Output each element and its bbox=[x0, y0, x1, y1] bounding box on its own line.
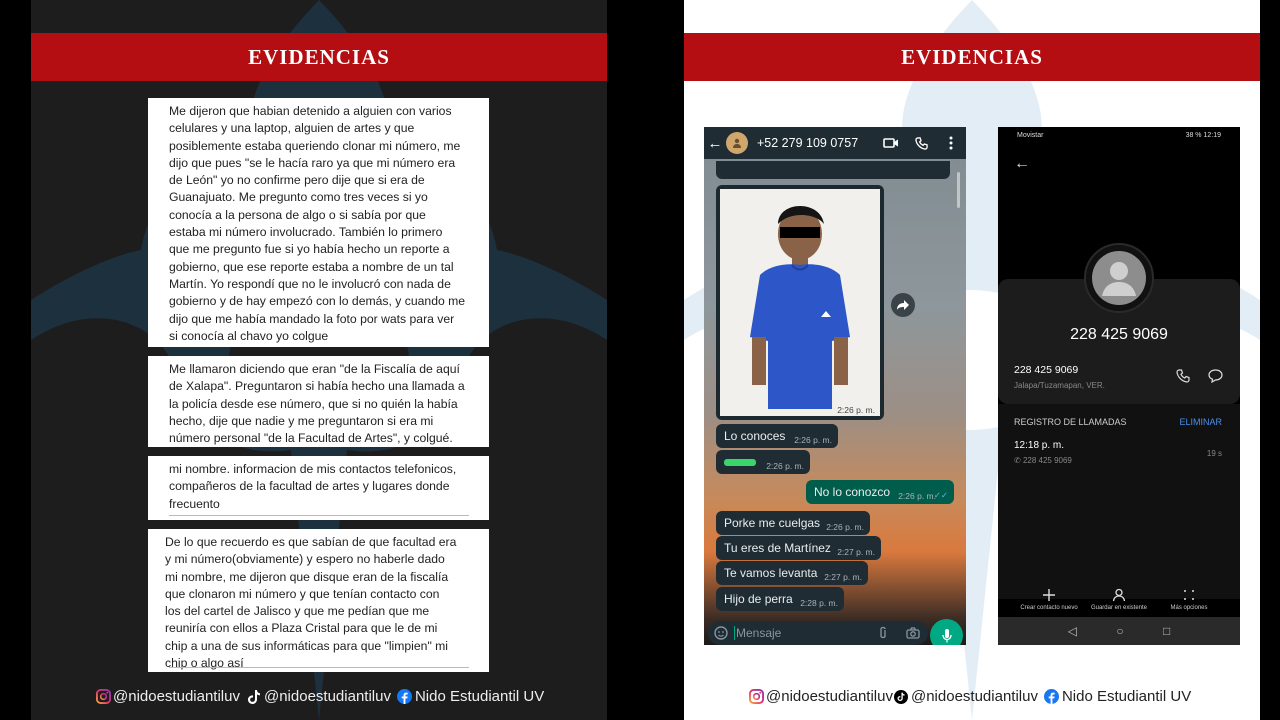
facebook-page-name[interactable]: Nido Estudiantil UV bbox=[1061, 688, 1192, 705]
note-line: gobierno, que ese reporte estaba a nombre de un tal bbox=[169, 259, 454, 274]
incoming-call-icon: ✆ bbox=[1014, 456, 1021, 465]
redacted-text bbox=[724, 459, 756, 466]
message-time: 2:27 p. m. bbox=[824, 572, 862, 582]
whatsapp-chat-screenshot bbox=[704, 127, 966, 645]
system-nav-bar bbox=[998, 617, 1240, 645]
camera-icon[interactable] bbox=[898, 627, 928, 639]
message-icon[interactable] bbox=[1208, 369, 1223, 388]
message-text: Te vamos levanta bbox=[724, 566, 818, 580]
back-arrow-icon[interactable]: ← bbox=[707, 134, 723, 152]
note-line: chip a una de sus informáticas para que "limpien" mi bbox=[165, 638, 449, 653]
chat-message-in[interactable] bbox=[716, 511, 870, 535]
call-history-section bbox=[998, 404, 1240, 599]
scrollbar[interactable] bbox=[957, 172, 960, 208]
message-input[interactable] bbox=[708, 621, 928, 645]
video-call-icon[interactable] bbox=[876, 137, 906, 149]
note-line: compañeros de la facultad de artes y lugares donde bbox=[169, 479, 450, 494]
note-line: la policía desde ese número, que si no quién la había bbox=[169, 396, 458, 411]
note-line: los del cartel de Jalisco y que me pedían que me bbox=[165, 604, 430, 619]
message-time: 2:26 p. m. bbox=[794, 435, 832, 445]
input-placeholder[interactable]: Mensaje bbox=[734, 626, 868, 640]
photo-message[interactable] bbox=[716, 185, 884, 420]
chat-message-in[interactable] bbox=[716, 450, 810, 474]
status-bar bbox=[998, 127, 1240, 145]
delete-button[interactable]: ELIMINAR bbox=[1179, 417, 1222, 427]
note-line: que me pregunto fue si yo había hecho un reporte a bbox=[169, 242, 450, 257]
forward-icon[interactable] bbox=[891, 293, 915, 317]
note-line: chip o algo así bbox=[165, 656, 244, 671]
call-log-header: REGISTRO DE LLAMADAS bbox=[1014, 417, 1127, 427]
phone-icon[interactable] bbox=[906, 137, 936, 150]
sticker-icon[interactable] bbox=[708, 626, 734, 640]
battery-time: 38 % 12:19 bbox=[1185, 132, 1221, 139]
note-line: celulares y una laptop, alguien de artes y que bbox=[169, 121, 415, 136]
plus-icon bbox=[1014, 585, 1084, 605]
tiktok-handle[interactable]: @nidoestudiantiluv bbox=[263, 688, 391, 705]
note-line: Guanajuato. Me pregunto como tres veces si yo bbox=[169, 190, 428, 205]
note-line: Me llamaron diciendo que eran "de la Fiscalía de aquí bbox=[169, 362, 460, 376]
chat-message-in[interactable] bbox=[716, 561, 868, 585]
call-entry-number bbox=[1014, 456, 1072, 465]
social-footer bbox=[95, 688, 544, 705]
facebook-icon[interactable] bbox=[1044, 689, 1060, 705]
chat-message-in[interactable] bbox=[716, 587, 844, 611]
note-line: si conocía al chavo yo colgue bbox=[169, 328, 329, 343]
number-location: Jalapa/Tuzamapan, VER. bbox=[1014, 381, 1105, 390]
message-text: Porke me cuelgas bbox=[724, 516, 821, 530]
nav-home-icon[interactable]: ○ bbox=[1116, 624, 1124, 638]
social-footer bbox=[748, 688, 1191, 705]
more-options-action[interactable] bbox=[1154, 585, 1224, 611]
note-line: gobierno y de hay empezó con lo demás, y cuando me bbox=[169, 294, 466, 309]
carrier-label: Movistar bbox=[1017, 132, 1044, 139]
message-time: 2:26 p. m. bbox=[837, 405, 875, 415]
number-row[interactable]: 228 425 9069 bbox=[1014, 364, 1079, 376]
divider bbox=[169, 515, 469, 516]
note-line: mi nombre. informacion de mis contactos telefonicos, bbox=[169, 462, 457, 476]
call-entry-number-text: 228 425 9069 bbox=[1022, 456, 1072, 465]
previous-message bbox=[716, 161, 950, 179]
message-text: Tu eres de Martínez bbox=[724, 541, 831, 555]
left-evidence-panel bbox=[31, 0, 607, 720]
testimony-note-1 bbox=[148, 98, 489, 347]
facebook-page-name[interactable]: Nido Estudiantil UV bbox=[414, 688, 545, 705]
testimony-note-2 bbox=[148, 356, 489, 447]
note-line: y mi número(obviamente) y espero no haberle dado bbox=[165, 552, 445, 567]
instagram-icon[interactable] bbox=[95, 689, 111, 705]
banner-title: EVIDENCIAS bbox=[248, 44, 390, 69]
testimony-note-4 bbox=[148, 529, 489, 672]
nav-back-icon[interactable]: ◁ bbox=[1067, 624, 1077, 638]
instagram-icon[interactable] bbox=[748, 689, 764, 705]
message-time: 2:26 p. m. bbox=[898, 491, 936, 501]
message-time: 2:26 p. m. bbox=[826, 522, 864, 532]
message-time: 2:26 p. m. bbox=[766, 461, 804, 471]
phone-icon[interactable] bbox=[1176, 369, 1190, 388]
contact-avatar[interactable] bbox=[726, 132, 748, 154]
note-line: número personal "de la Facultad de Artes", y colgué. bbox=[169, 431, 453, 446]
note-line: Martín. Yo respondí que no le involucró con nada de bbox=[169, 276, 451, 291]
call-log-screenshot bbox=[998, 127, 1240, 645]
back-arrow-icon[interactable]: ← bbox=[1014, 155, 1030, 172]
call-duration: 19 s bbox=[1206, 449, 1222, 458]
message-text: Lo conoces bbox=[724, 429, 786, 443]
note-line: hecho, dije que nadie y me preguntaron si era mi bbox=[169, 413, 434, 428]
note-line: mi nombre, me dijeron que disque eran de la fiscalía bbox=[165, 569, 449, 584]
grid-dots-icon bbox=[1154, 585, 1224, 605]
action-label: Crear contacto nuevo bbox=[1020, 605, 1078, 611]
tiktok-icon[interactable] bbox=[246, 689, 262, 705]
note-line: que clonaron mi número y que tenían contacto con bbox=[165, 586, 440, 601]
evidence-banner bbox=[31, 33, 607, 81]
tiktok-handle[interactable]: @nidoestudiantiluv bbox=[910, 688, 1038, 705]
note-line: frecuento bbox=[169, 496, 220, 511]
read-receipt-icon: ✓✓ bbox=[933, 490, 948, 500]
banner-title: EVIDENCIAS bbox=[901, 44, 1043, 69]
note-line: posiblemente estaba queriendo clonar mi número, me bbox=[169, 138, 461, 153]
message-time: 2:27 p. m. bbox=[837, 547, 875, 557]
more-options-icon[interactable] bbox=[936, 136, 966, 150]
note-line: dijo que me había mandado la foto por wats para ver bbox=[169, 311, 455, 326]
note-line: conocía a la persona de algo o si sabía por que bbox=[169, 207, 426, 222]
note-line: dijo que pues "se le hacía raro ya que mi número era bbox=[169, 155, 456, 170]
nav-recents-icon[interactable]: □ bbox=[1163, 624, 1171, 638]
person-icon bbox=[1084, 585, 1154, 605]
call-entry-time[interactable]: 12:18 p. m. bbox=[1014, 440, 1065, 451]
chat-message-out[interactable] bbox=[806, 480, 954, 504]
divider bbox=[169, 667, 469, 668]
attach-icon[interactable] bbox=[868, 626, 898, 640]
contact-avatar[interactable] bbox=[1084, 243, 1154, 313]
instagram-handle[interactable]: @nidoestudiantiluv bbox=[113, 688, 240, 705]
message-text: No lo conozco bbox=[814, 485, 891, 499]
save-existing-action[interactable] bbox=[1084, 585, 1154, 611]
chat-header bbox=[704, 127, 966, 159]
note-line: estaba mi número involucrado. También lo primero bbox=[169, 225, 443, 240]
note-line: de León" yo no confirme pero dije que si era de bbox=[169, 173, 425, 188]
message-text: Hijo de perra bbox=[724, 592, 793, 606]
contact-number[interactable]: +52 279 109 0757 bbox=[757, 136, 859, 150]
testimony-note-3 bbox=[148, 456, 489, 520]
chat-message-in[interactable] bbox=[716, 424, 838, 448]
instagram-handle[interactable]: @nidoestudiantiluv bbox=[766, 688, 893, 705]
facebook-icon[interactable] bbox=[397, 689, 413, 705]
chat-message-in[interactable] bbox=[716, 536, 881, 560]
action-label: Más opciones bbox=[1170, 605, 1208, 611]
note-line: Me dijeron que habian detenido a alguien con varios bbox=[169, 104, 452, 118]
suspect-photo[interactable] bbox=[720, 189, 880, 416]
right-evidence-panel bbox=[684, 0, 1260, 720]
action-label: Guardar en existente bbox=[1090, 605, 1148, 611]
message-time: 2:28 p. m. bbox=[800, 598, 838, 608]
note-line: reuniría con ellos a Plaza Cristal para que le de mi bbox=[165, 621, 438, 636]
note-line: De lo que recuerdo es que sabían de que facultad era bbox=[165, 535, 457, 549]
evidence-banner bbox=[684, 33, 1260, 81]
tiktok-icon[interactable] bbox=[893, 689, 909, 705]
caller-number: 228 425 9069 bbox=[1070, 326, 1168, 343]
create-contact-action[interactable] bbox=[1014, 585, 1084, 611]
microphone-button[interactable] bbox=[930, 619, 963, 645]
note-line: de Xalapa". Preguntaron si había hecho una llamada a bbox=[169, 379, 465, 394]
